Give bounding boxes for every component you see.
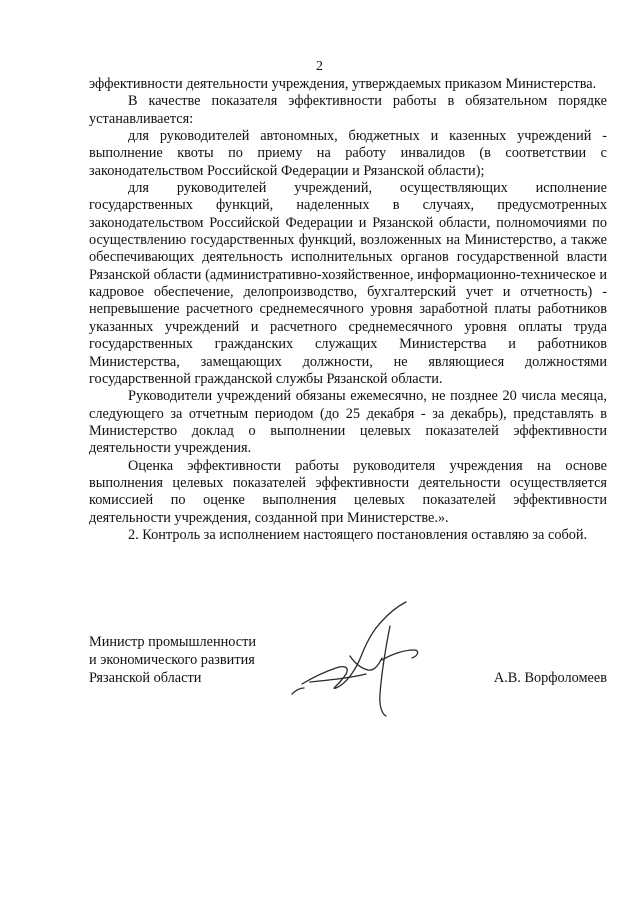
paragraph-control-clause: 2. Контроль за исполнением настоящего постановления оставляю за собой. [128, 526, 588, 543]
paragraph-commission-evaluation: Оценка эффективности работы руководителя учреждения на основе выполнения целевых показателей эффективности деятельности осуществляется комиссией по оценке выполнения целевых показателей эффективности деятельности учреждения, созданной при Министерстве.». [89, 457, 607, 526]
paragraph-quota-disabled: для руководителей автономных, бюджетных и казенных учреждений - выполнение квоты по приему на работу инвалидов (в соответствии с законодательством Российской Федерации и Рязанской области); [89, 128, 607, 179]
handwritten-signature [290, 598, 440, 723]
paragraph-indicator-intro: В качестве показателя эффективности работы в обязательном порядке устанавливается: [89, 93, 607, 127]
page-number: 2 [316, 59, 323, 74]
signatory-title-line: Рязанской области [89, 670, 202, 686]
signatory-title [89, 633, 309, 687]
paragraph-monthly-report: Руководители учреждений обязаны ежемесячно, не позднее 20 числа месяца, следующего за отчетным периодом (до 25 декабря - за декабрь), представлять в Министерство доклад о выполнении целевых показателей эффективности деятельности учреждения. [89, 388, 607, 457]
paragraph-salary-limit: для руководителей учреждений, осуществляющих исполнение государственных функций, наделенных в случаях, предусмотренных законодательством Российской Федерации и Рязанской области, полномочиями по осуществлению государственных функций, возложенных на Министерство, а также обеспечивающих деятельность исполнительных органов государственной власти Рязанской области (административно-хозяйственное, информационно-техническое и кадровое обеспечение, делопроизводство, бухгалтерский учет и отчетность) - непревышение расчетного среднемесячного уровня заработной платы работников указанных учреждений и расчетного среднемесячного уровня оплаты труда государственных гражданских служащих Министерства и работников Министерства, замещающих должности, не являющиеся должностями государственной гражданской службы Рязанской области. [89, 180, 607, 387]
document-body [89, 76, 607, 544]
signatory-title-line: Министр промышленности [89, 634, 257, 650]
signatory-name: А.В. Ворфоломеев [493, 670, 607, 686]
paragraph-continuation: эффективности деятельности учреждения, утверждаемых приказом Министерства. [89, 76, 597, 92]
signatory-title-line: и экономического развития [89, 652, 255, 668]
